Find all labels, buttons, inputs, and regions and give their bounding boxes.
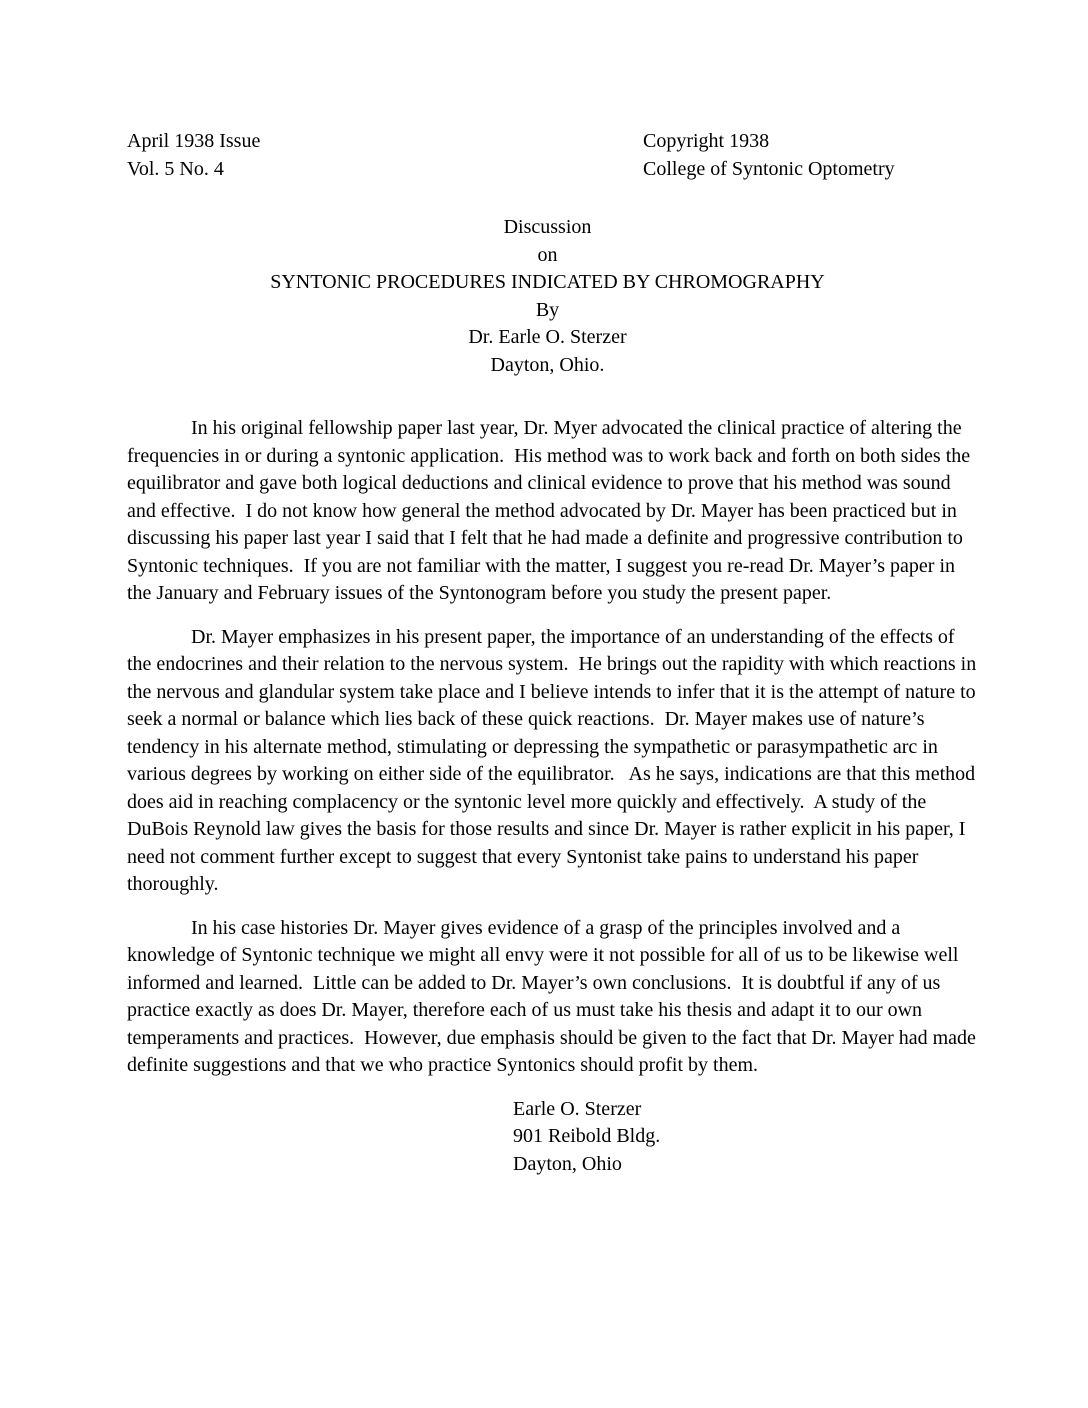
title-kicker: Discussion (503, 216, 592, 238)
byline-by: By (535, 298, 560, 321)
signature-address: 901 Reibold Bldg. (513, 1125, 661, 1147)
paragraph-line: Dr. Mayer emphasizes in his present paper, the importance of an understanding of the effects of (191, 625, 955, 648)
paragraph-line: In his case histories Dr. Mayer gives evidence of a grasp of the principles involved and a (191, 916, 901, 939)
volume-line: Vol. 5 No. 4 (127, 157, 224, 180)
signature-city: Dayton, Ohio (513, 1152, 622, 1175)
copyright-line: Copyright 1938 (643, 130, 770, 152)
paragraph-line: definite suggestions and that we who practice Syntonics should profit by them. (127, 1054, 758, 1076)
paragraph-3 (127, 915, 976, 1080)
paragraph-line: informed and learned. Little can be added to Dr. Mayer’s own conclusions. It is doubtful if any of us (127, 971, 941, 994)
title-block (127, 214, 968, 379)
paragraph-line: the January and February issues of the Syntonogram before you study the present paper. (127, 582, 832, 604)
paragraph-line: various degrees by working on either side of the equilibrator. As he says, indications are that this method (127, 763, 976, 785)
paragraph-line: DuBois Reynold law gives the basis for those results and since Dr. Mayer is rather explicit in his paper, I (127, 818, 966, 840)
paper-title: SYNTONIC PROCEDURES INDICATED BY CHROMOGRAPHY (270, 271, 825, 293)
paragraph-line: and effective. I do not know how general the method advocated by Dr. Mayer has been practiced but in (127, 499, 957, 522)
author-name: Dr. Earle O. Sterzer (468, 326, 627, 348)
organization-line: College of Syntonic Optometry (643, 157, 895, 180)
author-location: Dayton, Ohio. (490, 353, 605, 376)
paragraph-line: practice exactly as does Dr. Mayer, therefore each of us must take his thesis and adapt it to our own (127, 999, 923, 1021)
issue-line: April 1938 Issue (127, 130, 261, 152)
paragraph-line: Syntonic techniques. If you are not familiar with the matter, I suggest you re-read Dr. Mayer’s paper in (127, 554, 956, 577)
paragraph-line: knowledge of Syntonic technique we might all envy were it not possible for all of us to be likewise well (127, 944, 959, 966)
paragraph-line: the nervous and glandular system take place and I believe intends to infer that it is the attempt of nature to (127, 680, 976, 703)
paragraph-line: need not comment further except to suggest that every Syntonist take pains to understand his paper (127, 845, 919, 868)
document-body (127, 415, 977, 1080)
paragraph-line: discussing his paper last year I said that I felt that he had made a definite and progressive contribution to (127, 527, 963, 549)
paragraph-1 (127, 415, 971, 608)
paragraph-2 (127, 624, 977, 899)
header-left-column (127, 128, 643, 183)
signature-name: Earle O. Sterzer (513, 1097, 642, 1120)
paragraph-line: temperaments and practices. However, due emphasis should be given to the fact that Dr. Mayer had made (127, 1026, 976, 1049)
paragraph-line: thoroughly. (127, 873, 219, 895)
title-connector: on (537, 243, 558, 266)
paragraph-line: tendency in his alternate method, stimulating or depressing the sympathetic or parasympathetic arc in (127, 735, 938, 758)
paragraph-line: the endocrines and their relation to the nervous system. He brings out the rapidity with which reactions in (127, 653, 977, 675)
document-header (127, 128, 968, 183)
signature-block (127, 1096, 968, 1179)
paragraph-line: seek a normal or balance which lies back of these quick reactions. Dr. Mayer makes use of nature’s (127, 708, 925, 730)
paragraph-line: frequencies in or during a syntonic application. His method was to work back and forth on both sides the (127, 444, 971, 467)
header-right-column (643, 128, 968, 183)
paragraph-line: does aid in reaching complacency or the syntonic level more quickly and effectively. A study of the (127, 790, 927, 813)
paragraph-line: equilibrator and gave both logical deductions and clinical evidence to prove that his method was sound (127, 472, 951, 494)
paragraph-line: In his original fellowship paper last year, Dr. Myer advocated the clinical practice of altering the (191, 417, 962, 439)
